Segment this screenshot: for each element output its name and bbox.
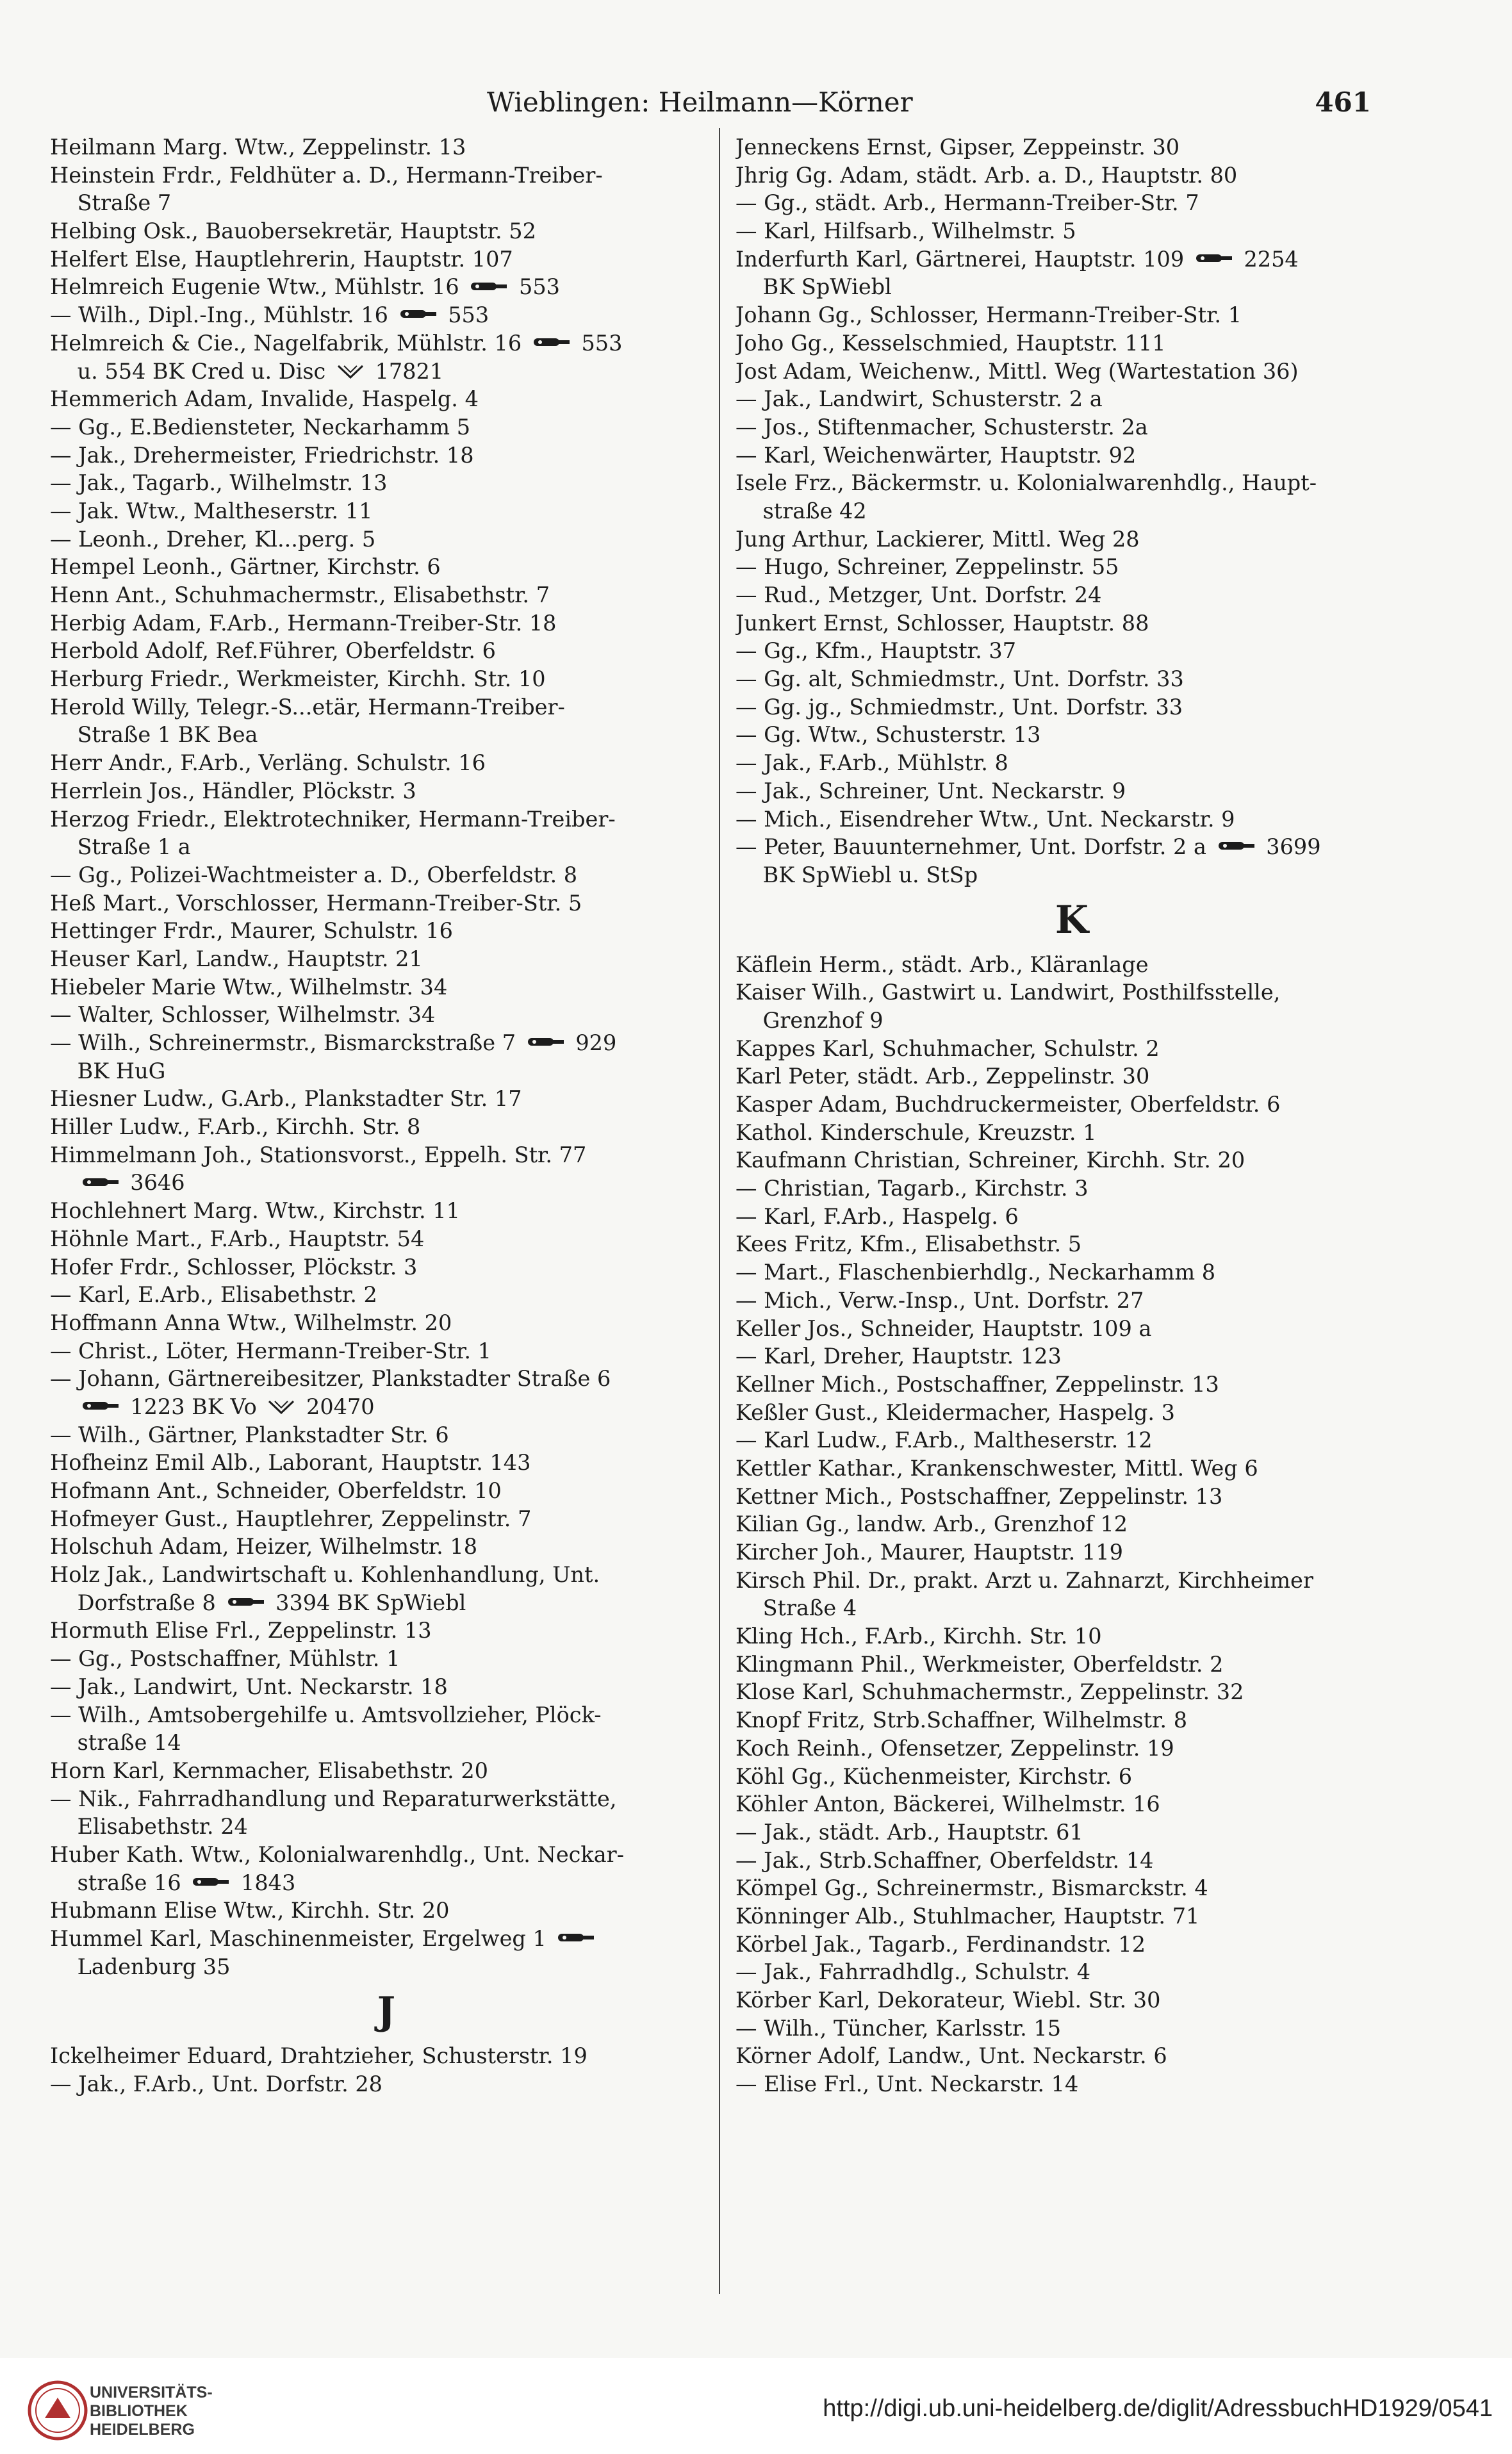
directory-entry: Köhler Anton, Bäckerei, Wilhelmstr. 16 (735, 1791, 1160, 1817)
directory-entry: Helmreich Eugenie Wtw., Mühlstr. 16 553 (50, 273, 723, 301)
directory-entry: — Jak., städt. Arb., Hauptstr. 61 (735, 1819, 1083, 1845)
directory-entry: 1223 BK Vo 20470 (50, 1393, 723, 1421)
directory-entry: Hoffmann Anna Wtw., Wilhelmstr. 20 (50, 1310, 452, 1335)
directory-entry: Klose Karl, Schuhmachermstr., Zeppelinstr. 32 (735, 1679, 1244, 1705)
directory-entry: Hofmann Ant., Schneider, Oberfeldstr. 10 (50, 1478, 502, 1503)
directory-entry: Hummel Karl, Maschinenmeister, Ergelweg 1 (50, 1925, 723, 1953)
directory-entry: Hiller Ludw., F.Arb., Kirchh. Str. 8 (50, 1114, 421, 1140)
directory-entry: — Wilh., Gärtner, Plankstadter Str. 6 (50, 1422, 449, 1447)
directory-entry: Kömpel Gg., Schreinermstr., Bismarckstr. 4 (735, 1875, 1208, 1901)
directory-entry: — Hugo, Schreiner, Zeppelinstr. 55 (735, 554, 1119, 580)
directory-entry: Herr Andr., F.Arb., Verläng. Schulstr. 16 (50, 750, 486, 776)
directory-entry: Hettinger Frdr., Maurer, Schulstr. 16 (50, 918, 453, 944)
directory-entry: — Karl, F.Arb., Haspelg. 6 (735, 1203, 1019, 1229)
telephone-hand-icon (532, 331, 571, 358)
directory-entry: — Karl, Dreher, Hauptstr. 123 (735, 1344, 1062, 1369)
directory-entry: Herrlein Jos., Händler, Plöckstr. 3 (50, 778, 416, 803)
directory-entry: Könninger Alb., Stuhlmacher, Hauptstr. 71 (735, 1903, 1200, 1929)
footer (0, 2358, 1512, 2454)
directory-entry: straße 14 (50, 1730, 181, 1756)
directory-entry: Kees Fritz, Kfm., Elisabethstr. 5 (735, 1231, 1082, 1257)
directory-entry: Hochlehnert Marg. Wtw., Kirchstr. 11 (50, 1198, 460, 1224)
library-name-line1: UNIVERSITÄTS- (90, 2384, 213, 2401)
telephone-hand-icon (81, 1394, 120, 1421)
directory-entry: — Jak., Fahrradhdlg., Schulstr. 4 (735, 1959, 1091, 1985)
telephone-hand-icon (81, 1171, 120, 1198)
directory-entry: Grenzhof 9 (735, 1007, 883, 1033)
directory-entry: Koch Reinh., Ofensetzer, Zeppelinstr. 19 (735, 1735, 1174, 1761)
directory-entry: Ladenburg 35 (50, 1954, 231, 1979)
directory-entry: Hiesner Ludw., G.Arb., Plankstadter Str. 17 (50, 1086, 522, 1112)
directory-entry: u. 554 BK Cred u. Disc 17821 (50, 358, 723, 386)
directory-entry: straße 16 1843 (50, 1869, 723, 1897)
section-letter: K (1055, 897, 1089, 943)
telephone-hand-icon (1217, 834, 1256, 861)
directory-entry: Holz Jak., Landwirtschaft u. Kohlenhandlung, Unt. (50, 1562, 600, 1588)
directory-entry: Körber Karl, Dekorateur, Wiebl. Str. 30 (735, 1988, 1161, 2013)
directory-entry: Klingmann Phil., Werkmeister, Oberfeldstr. 2 (735, 1651, 1224, 1677)
directory-entry: — Gg., Polizei-Wachtmeister a. D., Oberfeldstr. 8 (50, 862, 578, 887)
directory-entry: Hofmeyer Gust., Hauptlehrer, Zeppelinstr. 7 (50, 1506, 532, 1531)
directory-entry: Körner Adolf, Landw., Unt. Neckarstr. 6 (735, 2043, 1167, 2069)
directory-entry: Inderfurth Karl, Gärtnerei, Hauptstr. 109 2254 (735, 245, 1408, 274)
directory-entry: Johann Gg., Schlosser, Hermann-Treiber-Str. 1 (735, 302, 1242, 328)
directory-entry: Hiebeler Marie Wtw., Wilhelmstr. 34 (50, 974, 448, 1000)
directory-entry: — Gg., E.Bediensteter, Neckarhamm 5 (50, 414, 471, 440)
directory-entry: Kaiser Wilh., Gastwirt u. Landwirt, Posthilfsstelle, (735, 980, 1281, 1005)
directory-entry: Karl Peter, städt. Arb., Zeppelinstr. 30 (735, 1064, 1150, 1089)
directory-entry: Joho Gg., Kesselschmied, Hauptstr. 111 (735, 330, 1166, 356)
directory-entry: — Rud., Metzger, Unt. Dorfstr. 24 (735, 582, 1102, 607)
directory-entry: — Gg. Wtw., Schusterstr. 13 (735, 722, 1041, 748)
telephone-hand-icon (527, 1030, 565, 1057)
directory-entry: — Jak., Drehermeister, Friedrichstr. 18 (50, 442, 474, 468)
library-name-line2: BIBLIOTHEK (90, 2402, 188, 2420)
postal-check-icon (336, 359, 365, 386)
directory-entry: Herburg Friedr., Werkmeister, Kirchh. Str. 10 (50, 666, 546, 692)
directory-entry: BK HuG (50, 1058, 166, 1083)
directory-entry: Junkert Ernst, Schlosser, Hauptstr. 88 (735, 610, 1149, 636)
directory-entry: Isele Frz., Bäckermstr. u. Kolonialwarenhdlg., Haupt- (735, 470, 1317, 496)
directory-entry: — Jak., F.Arb., Unt. Dorfstr. 28 (50, 2071, 382, 2097)
directory-entry: — Mart., Flaschenbierhdlg., Neckarhamm 8 (735, 1260, 1216, 1285)
directory-entry: Jung Arthur, Lackierer, Mittl. Weg 28 (735, 526, 1140, 552)
directory-entry: Kling Hch., F.Arb., Kirchh. Str. 10 (735, 1624, 1102, 1649)
directory-entry: Herzog Friedr., Elektrotechniker, Hermann-Treiber- (50, 806, 616, 832)
telephone-hand-icon (227, 1590, 265, 1617)
directory-entry: Hubmann Elise Wtw., Kirchh. Str. 20 (50, 1898, 450, 1923)
directory-entry: — Elise Frl., Unt. Neckarstr. 14 (735, 2071, 1079, 2097)
directory-entry: Kilian Gg., landw. Arb., Grenzhof 12 (735, 1511, 1128, 1537)
directory-entry: — Wilh., Dipl.-Ing., Mühlstr. 16 553 (50, 301, 723, 329)
directory-entry: Elisabethstr. 24 (50, 1814, 248, 1840)
directory-entry: Hormuth Elise Frl., Zeppelinstr. 13 (50, 1618, 432, 1643)
directory-entry: — Jak., Landwirt, Unt. Neckarstr. 18 (50, 1674, 448, 1699)
directory-entry: Horn Karl, Kernmacher, Elisabethstr. 20 (50, 1758, 488, 1783)
column-divider (719, 128, 720, 2294)
directory-entry: Jenneckens Ernst, Gipser, Zeppeinstr. 30 (735, 135, 1180, 160)
directory-entry: — Wilh., Amtsobergehilfe u. Amtsvollzieher, Plöck- (50, 1702, 602, 1727)
directory-entry: — Jak., Schreiner, Unt. Neckarstr. 9 (735, 778, 1126, 803)
directory-entry: — Jak., Tagarb., Wilhelmstr. 13 (50, 470, 388, 496)
left-column (50, 133, 723, 2098)
directory-entry: — Gg., Postschaffner, Mühlstr. 1 (50, 1646, 400, 1672)
directory-entry: — Jak., Strb.Schaffner, Oberfeldstr. 14 (735, 1847, 1154, 1873)
university-seal-icon (26, 2378, 90, 2442)
directory-entry: Kirsch Phil. Dr., prakt. Arzt u. Zahnarzt, Kirchheimer (735, 1567, 1313, 1593)
directory-entry: — Gg. jg., Schmiedmstr., Unt. Dorfstr. 33 (735, 694, 1183, 720)
directory-entry: Helmreich & Cie., Nagelfabrik, Mühlstr. 16 553 (50, 329, 723, 358)
directory-entry: Käflein Herm., städt. Arb., Kläranlage (735, 951, 1149, 977)
directory-entry: — Leonh., Dreher, Kl...perg. 5 (50, 526, 376, 552)
directory-entry: Heilmann Marg. Wtw., Zeppelinstr. 13 (50, 135, 466, 160)
directory-entry: — Christ., Löter, Hermann-Treiber-Str. 1 (50, 1338, 491, 1363)
telephone-hand-icon (399, 302, 438, 329)
directory-entry: — Gg., Kfm., Hauptstr. 37 (735, 638, 1017, 664)
directory-entry: — Nik., Fahrradhandlung und Reparaturwerkstätte, (50, 1786, 617, 1811)
telephone-hand-icon (1195, 247, 1233, 274)
page-number: 461 (1315, 86, 1371, 118)
telephone-hand-icon (557, 1926, 595, 1953)
directory-entry: Kellner Mich., Postschaffner, Zeppelinstr. 13 (735, 1371, 1219, 1397)
directory-entry: Herbig Adam, F.Arb., Hermann-Treiber-Str. 18 (50, 610, 557, 636)
section-letter: J (377, 1989, 396, 2034)
directory-entry: Kettler Kathar., Krankenschwester, Mittl. Weg 6 (735, 1455, 1258, 1481)
directory-entry: — Johann, Gärtnereibesitzer, Plankstadter Straße 6 (50, 1366, 611, 1392)
library-name-line3: HEIDELBERG (90, 2421, 195, 2439)
directory-entry: — Karl, E.Arb., Elisabethstr. 2 (50, 1282, 377, 1308)
right-column (735, 133, 1408, 2098)
directory-entry: — Karl, Weichenwärter, Hauptstr. 92 (735, 442, 1137, 468)
directory-entry: Köhl Gg., Küchenmeister, Kirchstr. 6 (735, 1763, 1133, 1789)
running-head: Wieblingen: Heilmann—Körner (487, 86, 913, 118)
directory-entry: Straße 4 (735, 1595, 857, 1621)
directory-entry: — Karl, Hilfsarb., Wilhelmstr. 5 (735, 218, 1076, 244)
directory-entry: Heß Mart., Vorschlosser, Hermann-Treiber-Str. 5 (50, 890, 582, 916)
directory-entry: Keßler Gust., Kleidermacher, Haspelg. 3 (735, 1399, 1175, 1425)
directory-entry: Kaufmann Christian, Schreiner, Kirchh. Str. 20 (735, 1148, 1245, 1173)
directory-entry: Hempel Leonh., Gärtner, Kirchstr. 6 (50, 554, 441, 580)
directory-entry: — Jos., Stiftenmacher, Schusterstr. 2a (735, 414, 1148, 440)
directory-entry: Holschuh Adam, Heizer, Wilhelmstr. 18 (50, 1534, 478, 1560)
directory-entry: Höhnle Mart., F.Arb., Hauptstr. 54 (50, 1226, 425, 1251)
directory-entry: — Wilh., Schreinermstr., Bismarckstraße 7 929 (50, 1029, 723, 1057)
directory-entry: Keller Jos., Schneider, Hauptstr. 109 a (735, 1315, 1152, 1341)
directory-entry: Straße 1 BK Bea (50, 722, 258, 748)
directory-entry: — Walter, Schlosser, Wilhelmstr. 34 (50, 1002, 436, 1028)
source-url[interactable]: http://digi.ub.uni-heidelberg.de/diglit/AdressbuchHD1929/0541 (823, 2395, 1493, 2422)
directory-entry: Heinstein Frdr., Feldhüter a. D., Hermann-Treiber- (50, 162, 603, 188)
directory-entry: — Mich., Eisendreher Wtw., Unt. Neckarstr. 9 (735, 806, 1235, 832)
directory-entry: straße 42 (735, 498, 867, 523)
telephone-hand-icon (470, 275, 508, 302)
directory-entry: — Gg. alt, Schmiedmstr., Unt. Dorfstr. 33 (735, 666, 1184, 692)
directory-entry: Straße 1 a (50, 834, 191, 860)
library-name (90, 2384, 213, 2439)
directory-entry: Hofheinz Emil Alb., Laborant, Hauptstr. 143 (50, 1450, 531, 1476)
directory-entry: — Jak. Wtw., Maltheserstr. 11 (50, 498, 373, 523)
directory-entry: Henn Ant., Schuhmachermstr., Elisabethstr. 7 (50, 582, 550, 607)
directory-entry: Kircher Joh., Maurer, Hauptstr. 119 (735, 1540, 1123, 1565)
directory-entry: Hofer Frdr., Schlosser, Plöckstr. 3 (50, 1254, 418, 1280)
directory-entry: Helbing Osk., Bauobersekretär, Hauptstr. 52 (50, 218, 536, 244)
directory-entry: — Peter, Bauunternehmer, Unt. Dorfstr. 2 a 3699 (735, 833, 1408, 861)
directory-entry: Kettner Mich., Postschaffner, Zeppelinstr. 13 (735, 1483, 1223, 1509)
directory-entry: Himmelmann Joh., Stationsvorst., Eppelh. Str. 77 (50, 1142, 587, 1167)
directory-entry: Herold Willy, Telegr.-S...etär, Hermann-Treiber- (50, 694, 565, 720)
page-header (38, 67, 1371, 125)
directory-entry: Herbold Adolf, Ref.Führer, Oberfeldstr. 6 (50, 638, 496, 664)
directory-entry: Kappes Karl, Schuhmacher, Schulstr. 2 (735, 1035, 1160, 1061)
directory-entry: Helfert Else, Hauptlehrerin, Hauptstr. 107 (50, 246, 513, 272)
directory-entry: Ickelheimer Eduard, Drahtzieher, Schusterstr. 19 (50, 2043, 588, 2069)
directory-entry: Körbel Jak., Tagarb., Ferdinandstr. 12 (735, 1931, 1146, 1957)
directory-entry: Dorfstraße 8 3394 BK SpWiebl (50, 1589, 723, 1617)
directory-entry: BK SpWiebl u. StSp (735, 862, 978, 887)
directory-entry: — Wilh., Tüncher, Karlsstr. 15 (735, 2015, 1062, 2041)
directory-entry: Hemmerich Adam, Invalide, Haspelg. 4 (50, 386, 479, 412)
directory-entry: — Jak., Landwirt, Schusterstr. 2 a (735, 386, 1103, 412)
directory-entry: Jhrig Gg. Adam, städt. Arb. a. D., Hauptstr. 80 (735, 162, 1238, 188)
directory-entry: Jost Adam, Weichenw., Mittl. Weg (Wartestation 36) (735, 358, 1299, 384)
directory-entry: — Mich., Verw.-Insp., Unt. Dorfstr. 27 (735, 1287, 1144, 1313)
directory-entry: Huber Kath. Wtw., Kolonialwarenhdlg., Unt. Neckar- (50, 1841, 625, 1867)
postal-check-icon (267, 1394, 295, 1421)
directory-entry: — Christian, Tagarb., Kirchstr. 3 (735, 1176, 1089, 1201)
directory-entry: — Karl Ludw., F.Arb., Maltheserstr. 12 (735, 1428, 1153, 1453)
telephone-hand-icon (192, 1870, 230, 1897)
directory-entry: — Gg., städt. Arb., Hermann-Treiber-Str. 7 (735, 190, 1199, 216)
directory-entry: Kathol. Kinderschule, Kreuzstr. 1 (735, 1119, 1097, 1145)
directory-entry: BK SpWiebl (735, 274, 892, 300)
directory-entry: — Jak., F.Arb., Mühlstr. 8 (735, 750, 1008, 776)
directory-entry: Knopf Fritz, Strb.Schaffner, Wilhelmstr. 8 (735, 1708, 1188, 1733)
directory-entry: Straße 7 (50, 190, 172, 216)
directory-entry: Heuser Karl, Landw., Hauptstr. 21 (50, 946, 423, 971)
directory-entry: Kasper Adam, Buchdruckermeister, Oberfeldstr. 6 (735, 1092, 1281, 1117)
directory-entry: 3646 (50, 1169, 723, 1197)
